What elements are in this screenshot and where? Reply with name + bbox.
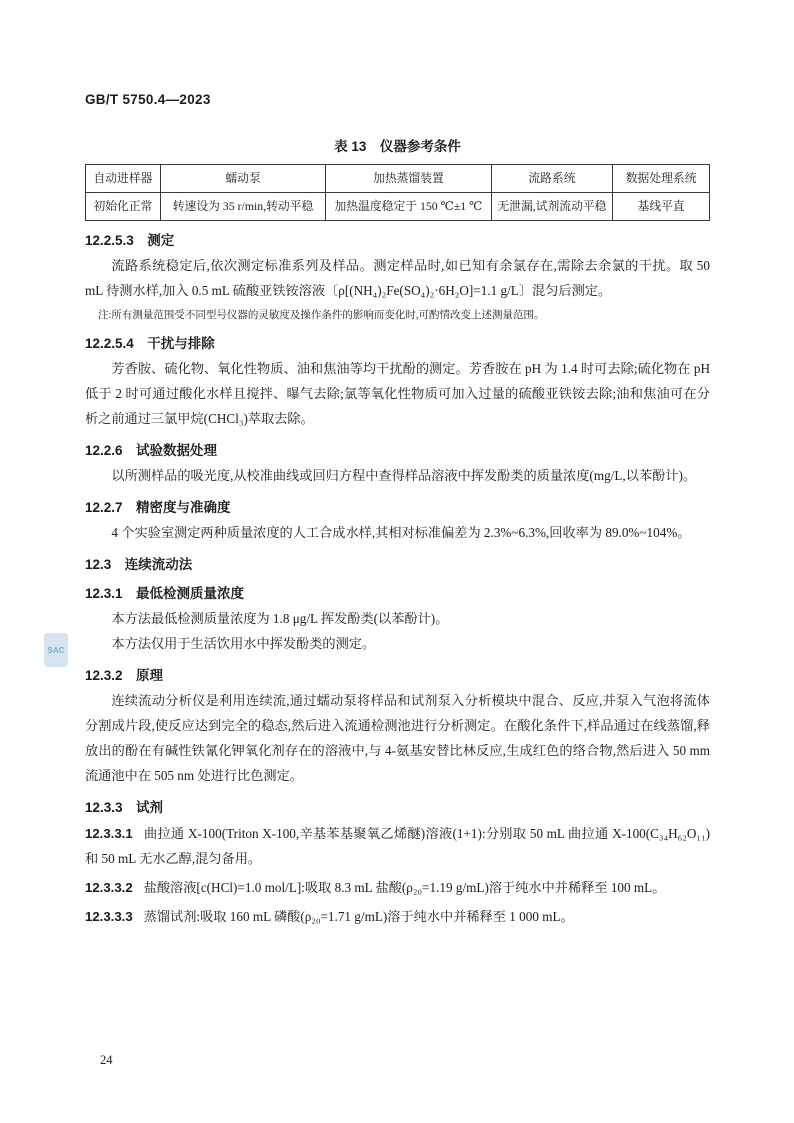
heading-12-3: 12.3 连续流动法 <box>85 557 193 572</box>
paragraph-data-processing: 以所测样品的吸光度,从校准曲线或回归方程中查得样品溶液中挥发酚类的质量浓度(mg/L,以苯酚计)。 <box>111 468 697 483</box>
table-cell: 基线平直 <box>613 193 710 221</box>
table-cell: 加热温度稳定于 150 ℃±1 ℃ <box>326 193 491 221</box>
table-title: 表 13 仪器参考条件 <box>334 139 461 154</box>
heading-12-2-5-3: 12.2.5.3 测定 <box>85 233 175 248</box>
paragraph-interference: 芳香胺、硫化物、氧化性物质、油和焦油等均干扰酚的测定。芳香胺在 pH 为 1.4 时可去除;硫化物在 pH 低于 2 时可通过酸化水样且搅拌、曝气去除;氯等氧化性物质可加入过量的硫酸亚铁铵去除;油和焦油可在分析之前通过三氯甲烷(CHCl₃)萃取去除。 <box>85 361 710 426</box>
sac-watermark-logo <box>44 633 68 667</box>
paragraph-principle: 连续流动分析仪是利用连续流,通过蠕动泵将样品和试剂泵入分析模块中混合、反应,并泵入气泡将流体分割成片段,使反应达到完全的稳态,然后进入流通检测池进行分析测定。在酸化条件下,样品通过在线蒸馏,释放出的酚在有碱性铁氰化钾氧化剂存在的溶液中,与 4-氨基安替比林反应,生成红色的络合物,然后进入 50 mm 流通池中在 505 nm 处进行比色测定。 <box>85 693 710 783</box>
item-text: 曲拉通 X-100(Triton X-100,辛基苯基聚氧乙烯醚)溶液(1+1):分别取 50 mL 曲拉通 X-100(C₃₄H₆₂O₁₁)和 50 mL 无水乙醇,混匀备用。 <box>85 826 710 866</box>
heading-12-2-5-4: 12.2.5.4 干扰与排除 <box>85 336 215 351</box>
standard-number: GB/T 5750.4—2023 <box>85 92 211 107</box>
heading-12-3-3: 12.3.3 试剂 <box>85 800 164 815</box>
sac-watermark-text: SAC <box>47 645 65 655</box>
numbered-item-12-3-3-3 <box>85 904 710 929</box>
table-header-autosampler: 自动进样器 <box>86 165 161 193</box>
note-measurement-range: 注:所有测量范围受不同型号仪器的灵敏度及操作条件的影响而变化时,可酌情改变上述测量范围。 <box>98 310 545 321</box>
heading-12-2-7: 12.2.7 精密度与准确度 <box>85 500 231 515</box>
paragraph-precision: 4 个实验室测定两种质量浓度的人工合成水样,其相对标准偏差为 2.3%~6.3%,回收率为 89.0%~104%。 <box>111 525 691 540</box>
page-number: 24 <box>100 1053 113 1067</box>
table-header-distillation-device: 加热蒸馏装置 <box>326 165 491 193</box>
item-number: 12.3.3.1 <box>85 826 133 841</box>
item-text: 蒸馏试剂:吸取 160 mL 磷酸(ρ₂₀=1.71 g/mL)溶于纯水中并稀释至 1 000 mL。 <box>143 909 574 924</box>
heading-12-3-2: 12.3.2 原理 <box>85 668 164 683</box>
instrument-conditions-table <box>85 164 710 221</box>
table-cell: 初始化正常 <box>86 193 161 221</box>
numbered-item-12-3-3-2 <box>85 875 710 900</box>
table-header-flow-system: 流路系统 <box>491 165 613 193</box>
table-row <box>86 193 710 221</box>
paragraph-measurement: 流路系统稳定后,依次测定标准系列及样品。测定样品时,如已知有余氯存在,需除去余氯的干扰。取 50 mL 待测水样,加入 0.5 mL 硫酸亚铁铵溶液〔ρ[(NH₄)₂Fe(SO₄)₂·6H₂O]=1.1 g/L〕混匀后测定。 <box>85 258 710 298</box>
heading-12-3-1: 12.3.1 最低检测质量浓度 <box>85 586 245 601</box>
table-cell: 转速设为 35 r/min,转动平稳 <box>160 193 325 221</box>
table-header-data-system: 数据处理系统 <box>613 165 710 193</box>
item-number: 12.3.3.3 <box>85 909 133 924</box>
paragraph-detection-limit-2: 本方法仅用于生活饮用水中挥发酚类的测定。 <box>111 636 376 651</box>
heading-12-2-6: 12.2.6 试验数据处理 <box>85 443 218 458</box>
table-header-row <box>86 165 710 193</box>
item-text: 盐酸溶液[c(HCl)=1.0 mol/L]:吸取 8.3 mL 盐酸(ρ₂₀=1.19 g/mL)溶于纯水中并稀释至 100 mL。 <box>143 880 666 895</box>
table-cell: 无泄漏,试剂流动平稳 <box>491 193 613 221</box>
numbered-item-12-3-3-1 <box>85 821 710 871</box>
table-header-peristaltic-pump: 蠕动泵 <box>160 165 325 193</box>
item-number: 12.3.3.2 <box>85 880 133 895</box>
paragraph-detection-limit-1: 本方法最低检测质量浓度为 1.8 μg/L 挥发酚类(以苯酚计)。 <box>111 611 449 626</box>
